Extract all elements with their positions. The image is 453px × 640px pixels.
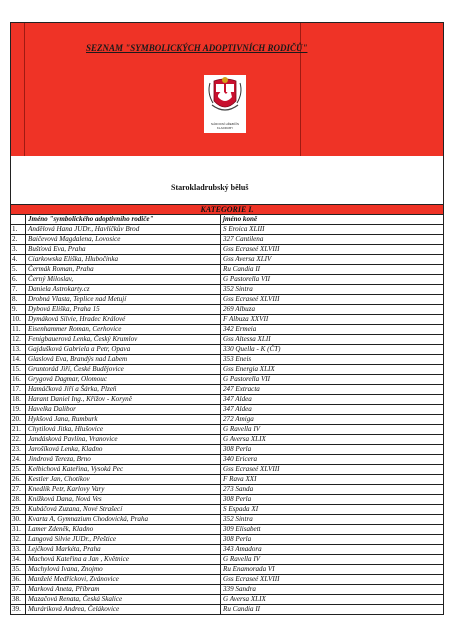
horse-name: G Ravella IV: [221, 425, 444, 435]
table-row: [11, 535, 444, 545]
row-number: 19.: [11, 405, 26, 415]
category-label: KATEGORIE I.: [10, 204, 444, 214]
table-row: [11, 285, 444, 295]
table-row: [11, 585, 444, 595]
table-row: [11, 265, 444, 275]
row-number: 27.: [11, 485, 26, 495]
row-number: 31.: [11, 525, 26, 535]
horse-name: 308 Perla: [221, 445, 444, 455]
row-number: 30.: [11, 515, 26, 525]
owner-name: Havelka Dalibor: [26, 405, 221, 415]
horse-name: 340 Ericera: [221, 455, 444, 465]
table-row: [11, 385, 444, 395]
horse-name: F Albuza XXVII: [221, 315, 444, 325]
table-row: [11, 295, 444, 305]
horse-name: Ru Candia II: [221, 605, 444, 615]
owner-name: Manželé Medříckovi, Zvánovice: [26, 575, 221, 585]
owner-name: Fenigbauerová Lenka, Český Krumlov: [26, 335, 221, 345]
horse-name: 309 Elisabett: [221, 525, 444, 535]
table-row: [11, 255, 444, 265]
breed-name: Starokladrubský běluš: [171, 183, 249, 192]
horse-name: Gss Ecraseé XLVIII: [221, 245, 444, 255]
table-row: [11, 345, 444, 355]
row-number: 32.: [11, 535, 26, 545]
table-row: [11, 515, 444, 525]
owner-name: Hykšová Jana, Rumburk: [26, 415, 221, 425]
adoption-list-sheet: [10, 22, 444, 615]
horse-name: Gss Ecraseé XLVIII: [221, 295, 444, 305]
table-row: [11, 455, 444, 465]
owner-name: Harant Daniel Ing., Křižov - Koryně: [26, 395, 221, 405]
table-row: [11, 605, 444, 615]
table-row: [11, 555, 444, 565]
owner-name: Kelbichová Kateřina, Vysoká Pec: [26, 465, 221, 475]
row-number: 34.: [11, 555, 26, 565]
table-row: [11, 225, 444, 235]
owner-name: Čermák Roman, Praha: [26, 265, 221, 275]
table-row: [11, 495, 444, 505]
owner-name: Kvarta A, Gymnazium Chodovická, Praha: [26, 515, 221, 525]
row-number: 11.: [11, 325, 26, 335]
owner-name: Knedlík Petr, Karlovy Vary: [26, 485, 221, 495]
owner-name: Marková Aneta, Příbram: [26, 585, 221, 595]
row-number: 28.: [11, 495, 26, 505]
horse-name: G Aversa XLIX: [221, 435, 444, 445]
table-row: [11, 415, 444, 425]
owner-name: Eisenhammer Roman, Cerhovice: [26, 325, 221, 335]
horse-name: Gss Aversa XLIV: [221, 255, 444, 265]
owner-name: Machová Kateřina a Jan , Květnice: [26, 555, 221, 565]
owner-name: Kestler Jan, Chotíkov: [26, 475, 221, 485]
owner-name: Gruntorád Jiří, České Budějovice: [26, 365, 221, 375]
horse-name: 272 Amiga: [221, 415, 444, 425]
table-row: [11, 315, 444, 325]
horse-name: Gss Ecraseé XLVIII: [221, 465, 444, 475]
owner-name: Dymáková Silvie, Hradec Králové: [26, 315, 221, 325]
breed-header: [10, 156, 444, 204]
table-row: [11, 305, 444, 315]
row-number: 38.: [11, 595, 26, 605]
table-row: [11, 445, 444, 455]
table-row: [11, 435, 444, 445]
horse-name: G Aversa XLIX: [221, 595, 444, 605]
number-header: [11, 215, 26, 225]
owner-name: Dybová Eliška, Praha 15: [26, 305, 221, 315]
horse-column-header: jméno koně: [221, 215, 444, 225]
row-number: 4.: [11, 255, 26, 265]
row-number: 2.: [11, 235, 26, 245]
owner-name: Černý Miloslav,: [26, 275, 221, 285]
table-row: [11, 595, 444, 605]
row-number: 10.: [11, 315, 26, 325]
row-number: 26.: [11, 475, 26, 485]
table-row: [11, 235, 444, 245]
owner-name: Chytilová Jitka, Hlušovice: [26, 425, 221, 435]
table-row: [11, 395, 444, 405]
table-row: [11, 425, 444, 435]
horse-name: 269 Albuza: [221, 305, 444, 315]
row-number: 7.: [11, 285, 26, 295]
owner-name: Grygová Dagmar, Olomouc: [26, 375, 221, 385]
owner-name: Jandásková Pavlína, Vranovice: [26, 435, 221, 445]
row-number: 18.: [11, 395, 26, 405]
header-banner: [10, 22, 444, 156]
horse-name: 330 Quella - K (ČT): [221, 345, 444, 355]
row-number: 8.: [11, 295, 26, 305]
owner-name: Gajdušková Gabriela a Petr, Opava: [26, 345, 221, 355]
row-number: 35.: [11, 565, 26, 575]
horse-name: 247 Extracta: [221, 385, 444, 395]
table-row: [11, 485, 444, 495]
table-row: [11, 375, 444, 385]
horse-name: 352 Sintra: [221, 515, 444, 525]
horse-name: 327 Cantilena: [221, 235, 444, 245]
table-row: [11, 325, 444, 335]
owner-name: Daniela Astrokarty.cz: [26, 285, 221, 295]
row-number: 25.: [11, 465, 26, 475]
table-header-row: [11, 215, 444, 225]
row-number: 17.: [11, 385, 26, 395]
owner-name: Lamer Zdeněk, Kladno: [26, 525, 221, 535]
row-number: 37.: [11, 585, 26, 595]
row-number: 3.: [11, 245, 26, 255]
row-number: 20.: [11, 415, 26, 425]
owner-name: Jindrová Tereza, Brno: [26, 455, 221, 465]
owner-name: Glaslová Eva, Brandýs nad Labem: [26, 355, 221, 365]
owner-name: Jarošíková Lenka, Kladno: [26, 445, 221, 455]
table-row: [11, 365, 444, 375]
table-row: [11, 355, 444, 365]
horse-name: 347 Aldea: [221, 395, 444, 405]
owner-name: Lejčková Markéta, Praha: [26, 545, 221, 555]
row-number: 12.: [11, 335, 26, 345]
table-row: [11, 575, 444, 585]
owner-name: Knížková Dana, Nová Ves: [26, 495, 221, 505]
row-number: 36.: [11, 575, 26, 585]
row-number: 9.: [11, 305, 26, 315]
horse-name: Ru Candia II: [221, 265, 444, 275]
row-number: 13.: [11, 345, 26, 355]
table-row: [11, 465, 444, 475]
horse-name: 339 Sandra: [221, 585, 444, 595]
horse-name: 353 Eneis: [221, 355, 444, 365]
table-row: [11, 405, 444, 415]
horse-name: 343 Amadora: [221, 545, 444, 555]
horse-name: 347 Aldea: [221, 405, 444, 415]
row-number: 24.: [11, 455, 26, 465]
owner-name: Ciarkowska Eliška, Hlubočinka: [26, 255, 221, 265]
owner-name: Mazačová Renata, Česká Skalice: [26, 595, 221, 605]
table-row: [11, 335, 444, 345]
row-number: 1.: [11, 225, 26, 235]
row-number: 29.: [11, 505, 26, 515]
table-row: [11, 275, 444, 285]
horse-name: 308 Perla: [221, 535, 444, 545]
horse-name: 342 Ermeia: [221, 325, 444, 335]
row-number: 14.: [11, 355, 26, 365]
owner-name: Drobná Vlasta, Teplice nad Metují: [26, 295, 221, 305]
row-number: 6.: [11, 275, 26, 285]
row-number: 33.: [11, 545, 26, 555]
row-number: 21.: [11, 425, 26, 435]
owner-name: Machylová Ivana, Znojmo: [26, 565, 221, 575]
horse-name: S Espada XI: [221, 505, 444, 515]
owner-name: Kubáčová Zuzana, Nové Strašecí: [26, 505, 221, 515]
coat-of-arms-icon: [204, 75, 246, 121]
horse-name: 352 Sintra: [221, 285, 444, 295]
horse-name: Ru Enamorada VI: [221, 565, 444, 575]
logo-caption: NÁRODNÍ HŘEBČÍN KLADRUBY: [210, 122, 240, 130]
row-number: 5.: [11, 265, 26, 275]
owner-name: Andělová Hana JUDr., Havlíčkův Brod: [26, 225, 221, 235]
owner-name: Langová Silvie JUDr., Přeštice: [26, 535, 221, 545]
horse-name: S Eroica XLIII: [221, 225, 444, 235]
table-row: [11, 565, 444, 575]
adoption-table: [10, 214, 444, 615]
owner-name: Bušťová Eva, Praha: [26, 245, 221, 255]
column-divider: [24, 23, 25, 156]
horse-name: 273 Sanda: [221, 485, 444, 495]
table-row: [11, 245, 444, 255]
stud-farm-logo: [204, 75, 246, 133]
row-number: 16.: [11, 375, 26, 385]
horse-name: Gss Energia XLIX: [221, 365, 444, 375]
owner-name: Baičevová Magdalena, Lovosice: [26, 235, 221, 245]
table-row: [11, 545, 444, 555]
row-number: 39.: [11, 605, 26, 615]
owner-name: Muráriková Andrea, Čelákovice: [26, 605, 221, 615]
owner-column-header: Jméno "symbolického adoptivního rodiče": [26, 215, 221, 225]
horse-name: G Ravella IV: [221, 555, 444, 565]
row-number: 15.: [11, 365, 26, 375]
horse-name: 308 Perla: [221, 495, 444, 505]
document-title: SEZNAM "SYMBOLICKÝCH ADOPTIVNÍCH RODIČŮ": [86, 43, 308, 53]
owner-name: Hamáčková Jiří a Šárka, Plzeň: [26, 385, 221, 395]
table-row: [11, 475, 444, 485]
row-number: 22.: [11, 435, 26, 445]
table-row: [11, 505, 444, 515]
horse-name: G Pastorella VII: [221, 375, 444, 385]
horse-name: G Pastorella VII: [221, 275, 444, 285]
table-row: [11, 525, 444, 535]
row-number: 23.: [11, 445, 26, 455]
horse-name: Gss Altessa XLII: [221, 335, 444, 345]
horse-name: F Rava XXI: [221, 475, 444, 485]
horse-name: Gss Ecraseé XLVIII: [221, 575, 444, 585]
